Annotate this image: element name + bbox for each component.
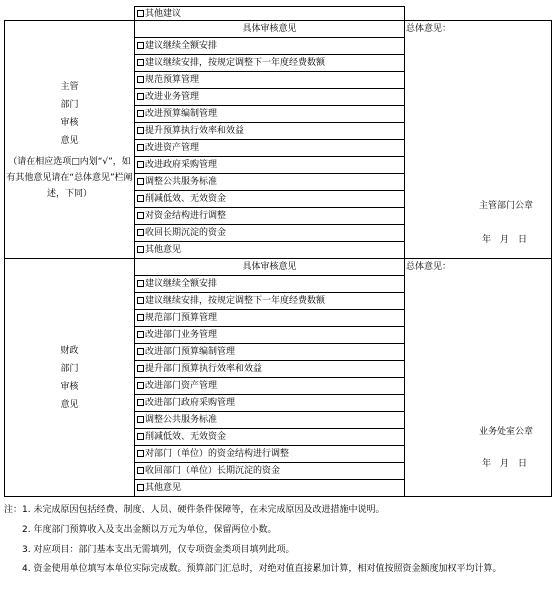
- checkbox-icon[interactable]: [137, 365, 144, 372]
- note-2: 2. 年度部门预算收入及支出金额以万元为单位，保留两位小数。: [22, 525, 277, 535]
- notes-section: [4, 500, 552, 578]
- dept-checkbox-option[interactable]: [135, 191, 405, 208]
- checkbox-icon[interactable]: [137, 127, 144, 134]
- checkbox-icon[interactable]: [137, 314, 144, 321]
- dept-checkbox-option[interactable]: [135, 225, 405, 242]
- dept-date-label: 年 月 日: [481, 235, 527, 245]
- finance-label-line: 部门: [60, 363, 79, 374]
- dept-label-cell: [5, 21, 135, 259]
- dept-checkbox-option[interactable]: [135, 106, 405, 123]
- checkbox-icon[interactable]: [137, 76, 144, 83]
- dept-checkbox-option[interactable]: [135, 208, 405, 225]
- dept-summary-label: 总体意见：: [406, 24, 452, 34]
- dept-checkbox-option[interactable]: [135, 140, 405, 157]
- checkbox-icon[interactable]: [137, 195, 144, 202]
- finance-option-label: 其他意见: [145, 483, 182, 493]
- finance-option-label: 规范部门预算管理: [145, 313, 218, 323]
- finance-checkbox-option[interactable]: [135, 361, 405, 378]
- checkbox-icon[interactable]: [137, 42, 144, 49]
- dept-option-label: 改进预算编制管理: [145, 109, 218, 119]
- dept-checkbox-option[interactable]: [135, 55, 405, 72]
- dept-checkbox-option[interactable]: [135, 89, 405, 106]
- dept-option-label: 建议继续安排，按规定调整下一年度经费数额: [145, 58, 326, 68]
- finance-option-label: 改进部门资产管理: [145, 381, 218, 391]
- dept-option-label: 收回长期沉淀的资金: [145, 228, 227, 238]
- checkbox-option-other-suggestion[interactable]: 其他建议: [135, 7, 405, 21]
- review-form-table: [4, 6, 552, 497]
- checkbox-icon[interactable]: [137, 382, 144, 389]
- checkbox-icon[interactable]: [137, 178, 144, 185]
- dept-options-header: 具体审核意见: [135, 21, 405, 38]
- checkbox-icon[interactable]: [137, 59, 144, 66]
- finance-checkbox-option[interactable]: [135, 327, 405, 344]
- checkbox-icon[interactable]: [137, 246, 144, 253]
- finance-checkbox-option[interactable]: [135, 276, 405, 293]
- checkbox-icon[interactable]: [137, 433, 144, 440]
- finance-label-line: 审核: [60, 381, 79, 392]
- top-spacer-cell: [5, 7, 135, 21]
- dept-checkbox-option[interactable]: [135, 174, 405, 191]
- checkbox-icon[interactable]: [137, 331, 144, 338]
- checkbox-icon[interactable]: [137, 399, 144, 406]
- note-4: 4. 资金使用单位填写本单位实际完成数。预算部门汇总时，对绝对值直接累加计算，相对值按照资金额度加权平均计算。: [22, 564, 502, 574]
- dept-option-label: 改进业务管理: [145, 92, 200, 102]
- finance-checkbox-option[interactable]: [135, 395, 405, 412]
- note-1: 注：1. 未完成原因包括经费、制度、人员、硬件条件保障等，在未完成原因及改进措施中说明。: [4, 505, 385, 515]
- dept-seal-label: 主管部门公章: [478, 201, 533, 211]
- finance-checkbox-option[interactable]: [135, 293, 405, 310]
- dept-checkbox-option[interactable]: [135, 242, 405, 259]
- checkbox-icon[interactable]: [137, 10, 144, 17]
- finance-seal-label: 业务处室公章: [478, 427, 533, 437]
- checkbox-icon[interactable]: [137, 348, 144, 355]
- finance-checkbox-option[interactable]: [135, 412, 405, 429]
- finance-option-label: 提升部门预算执行效率和效益: [145, 364, 263, 374]
- checkbox-icon[interactable]: [137, 484, 144, 491]
- dept-option-label: 调整公共服务标准: [145, 177, 218, 187]
- checkbox-icon[interactable]: [137, 229, 144, 236]
- finance-option-label: 削减低效、无效资金: [145, 432, 227, 442]
- dept-checkbox-option[interactable]: [135, 72, 405, 89]
- finance-date-label: 年 月 日: [481, 459, 527, 469]
- dept-option-label: 提升预算执行效率和效益: [145, 126, 245, 136]
- dept-option-label: 改进资产管理: [145, 143, 200, 153]
- finance-summary-label: 总体意见：: [406, 262, 452, 272]
- dept-checkbox-option[interactable]: [135, 123, 405, 140]
- finance-checkbox-option[interactable]: [135, 429, 405, 446]
- finance-checkbox-option[interactable]: [135, 310, 405, 327]
- finance-options-header: 具体审核意见: [135, 259, 405, 276]
- checkbox-icon[interactable]: [137, 450, 144, 457]
- finance-option-label: 改进部门业务管理: [145, 330, 218, 340]
- checkbox-icon[interactable]: [137, 212, 144, 219]
- dept-label-line: 审核: [60, 117, 79, 128]
- finance-option-label: 建议继续全额安排: [145, 279, 218, 289]
- finance-label-line: 财政: [60, 345, 79, 356]
- dept-option-label: 规范预算管理: [145, 75, 200, 85]
- finance-option-label: 调整公共服务标准: [145, 415, 218, 425]
- dept-option-label: 削减低效、无效资金: [145, 194, 227, 204]
- dept-option-label: 改进政府采购管理: [145, 160, 218, 170]
- checkbox-icon[interactable]: [137, 297, 144, 304]
- finance-option-label: 对部门（单位）的资金结构进行调整: [145, 449, 290, 459]
- dept-checkbox-option[interactable]: [135, 38, 405, 55]
- finance-summary-cell[interactable]: [405, 259, 552, 497]
- finance-checkbox-option[interactable]: [135, 446, 405, 463]
- dept-checkbox-option[interactable]: [135, 157, 405, 174]
- finance-label-cell: [5, 259, 135, 497]
- checkbox-icon[interactable]: [137, 93, 144, 100]
- checkbox-icon[interactable]: [137, 416, 144, 423]
- note-3: 3. 对应项目：部门基本支出无需填列，仅专项资金类项目填列此项。: [22, 545, 295, 555]
- dept-label-line: 部门: [60, 99, 79, 110]
- finance-checkbox-option[interactable]: [135, 378, 405, 395]
- dept-label-line: 意见: [60, 135, 79, 146]
- finance-checkbox-option[interactable]: [135, 463, 405, 480]
- finance-checkbox-option[interactable]: [135, 344, 405, 361]
- finance-option-label: 建议继续安排，按规定调整下一年度经费数额: [145, 296, 326, 306]
- dept-option-label: 对资金结构进行调整: [145, 211, 227, 221]
- checkbox-icon[interactable]: [137, 161, 144, 168]
- checkbox-icon[interactable]: [137, 280, 144, 287]
- checkbox-icon[interactable]: [137, 110, 144, 117]
- dept-summary-cell[interactable]: [405, 21, 552, 259]
- dept-instruction-note: （请在相应选项□内划“√”，如有其他意见请在“总体意见”栏阐述，下同）: [6, 156, 133, 199]
- finance-checkbox-option[interactable]: [135, 480, 405, 497]
- finance-option-label: 收回部门（单位）长期沉淀的资金: [145, 466, 281, 476]
- dept-option-label: 建议继续全额安排: [145, 41, 218, 51]
- checkbox-icon[interactable]: [137, 144, 144, 151]
- finance-label-line: 意见: [60, 399, 79, 410]
- dept-option-label: 其他意见: [145, 245, 182, 255]
- dept-label-line: 主管: [60, 81, 79, 92]
- top-spacer-cell-right: [405, 7, 552, 21]
- finance-option-label: 改进部门政府采购管理: [145, 398, 236, 408]
- checkbox-icon[interactable]: [137, 467, 144, 474]
- finance-option-label: 改进部门预算编制管理: [145, 347, 236, 357]
